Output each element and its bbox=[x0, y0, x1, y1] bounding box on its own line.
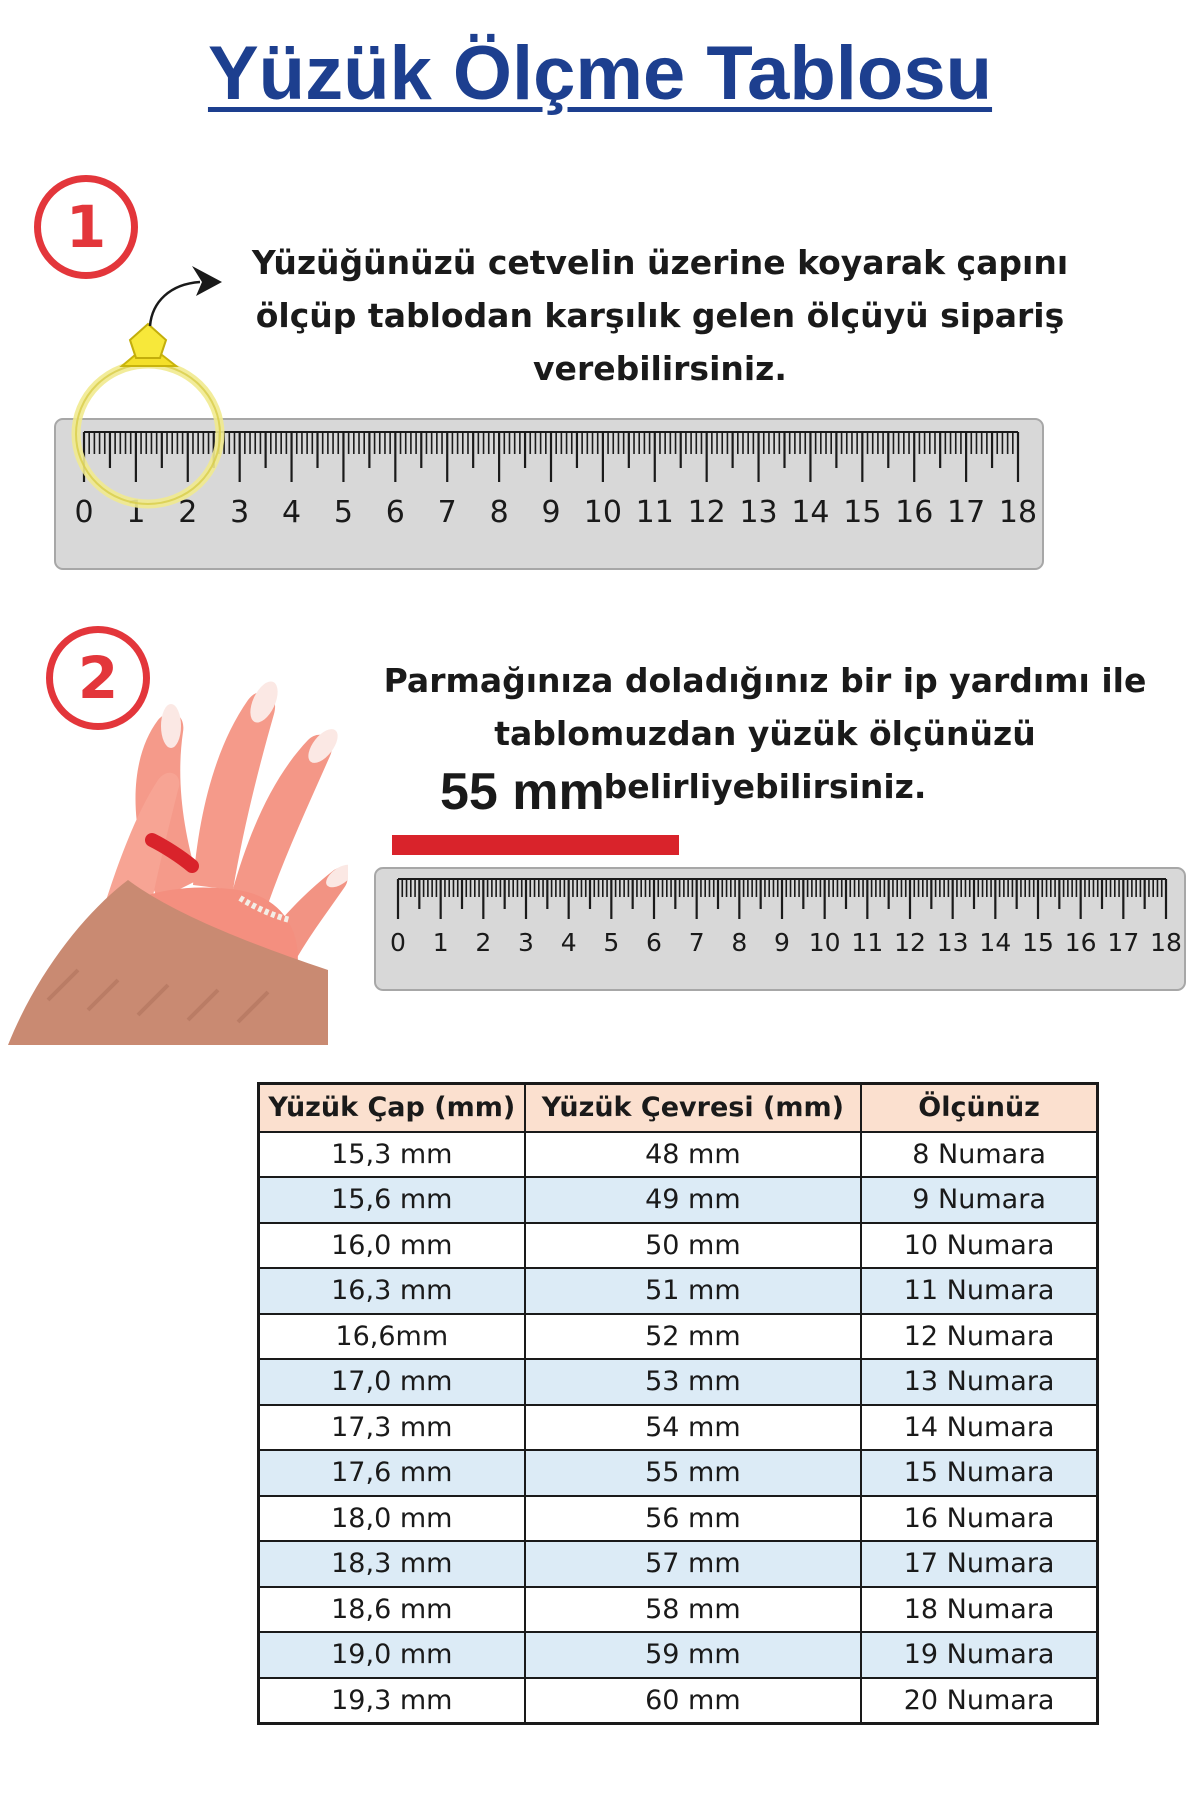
ruler-tick-label: 17 bbox=[947, 495, 986, 530]
table-row bbox=[259, 1359, 1098, 1405]
cell-size: 9 Numara bbox=[861, 1177, 1097, 1223]
table-header-row bbox=[259, 1084, 1098, 1132]
cell-size: 13 Numara bbox=[861, 1359, 1097, 1405]
ruler-tick-label: 15 bbox=[843, 495, 882, 530]
ruler-tick-label: 7 bbox=[688, 928, 705, 957]
ruler-tick-label: 11 bbox=[635, 495, 674, 530]
cell-diameter: 17,0 mm bbox=[259, 1359, 525, 1405]
cell-diameter: 19,0 mm bbox=[259, 1632, 525, 1678]
ruler-tick-label: 1 bbox=[126, 495, 146, 530]
table-row bbox=[259, 1632, 1098, 1678]
cell-diameter: 18,0 mm bbox=[259, 1496, 525, 1542]
cell-circumference: 53 mm bbox=[525, 1359, 862, 1405]
cell-size: 16 Numara bbox=[861, 1496, 1097, 1542]
step-1-badge: 1 bbox=[34, 175, 138, 279]
ruler-tick-label: 13 bbox=[739, 495, 778, 530]
string-length-label: 55 mm bbox=[440, 763, 605, 821]
table-row bbox=[259, 1450, 1098, 1496]
ruler-tick-label: 2 bbox=[475, 928, 492, 957]
cell-size: 18 Numara bbox=[861, 1587, 1097, 1633]
ruler-tick-label: 14 bbox=[979, 928, 1012, 957]
header-circumference: Yüzük Çevresi (mm) bbox=[525, 1084, 862, 1132]
ruler-tick-label: 6 bbox=[385, 495, 405, 530]
cell-circumference: 57 mm bbox=[525, 1541, 862, 1587]
table-row bbox=[259, 1541, 1098, 1587]
ruler-tick-label: 18 bbox=[1150, 928, 1182, 957]
cell-size: 17 Numara bbox=[861, 1541, 1097, 1587]
ruler-tick-label: 3 bbox=[230, 495, 250, 530]
ruler-tick-label: 13 bbox=[936, 928, 969, 957]
ruler-tick-label: 12 bbox=[894, 928, 926, 957]
ruler-2 bbox=[374, 867, 1186, 991]
ruler-tick-label: 2 bbox=[178, 495, 198, 530]
cell-circumference: 51 mm bbox=[525, 1268, 862, 1314]
cell-circumference: 59 mm bbox=[525, 1632, 862, 1678]
ruler-tick-label: 16 bbox=[1064, 928, 1097, 957]
cell-size: 10 Numara bbox=[861, 1223, 1097, 1269]
ruler-tick-label: 9 bbox=[541, 495, 561, 530]
ruler-tick-label: 1 bbox=[432, 928, 449, 957]
ring-size-table bbox=[257, 1082, 1099, 1725]
table-row bbox=[259, 1678, 1098, 1724]
ruler-tick-label: 7 bbox=[437, 495, 457, 530]
table-row bbox=[259, 1587, 1098, 1633]
cell-circumference: 54 mm bbox=[525, 1405, 862, 1451]
table-row bbox=[259, 1314, 1098, 1360]
step-1-line: ölçüp tablodan karşılık gelen ölçüyü sipariş bbox=[255, 296, 1065, 335]
cell-size: 12 Numara bbox=[861, 1314, 1097, 1360]
step-1-line: Yüzüğünüzü cetvelin üzerine koyarak çapını bbox=[251, 243, 1069, 282]
cell-circumference: 58 mm bbox=[525, 1587, 862, 1633]
cell-circumference: 52 mm bbox=[525, 1314, 862, 1360]
cell-size: 14 Numara bbox=[861, 1405, 1097, 1451]
cell-size: 19 Numara bbox=[861, 1632, 1097, 1678]
ruler-tick-label: 16 bbox=[895, 495, 934, 530]
table-row bbox=[259, 1177, 1098, 1223]
ruler-tick-label: 3 bbox=[518, 928, 534, 957]
cell-circumference: 56 mm bbox=[525, 1496, 862, 1542]
ruler-tick-label: 10 bbox=[583, 495, 622, 530]
hand-illustration-icon bbox=[8, 670, 348, 1045]
table-row bbox=[259, 1496, 1098, 1542]
cell-size: 11 Numara bbox=[861, 1268, 1097, 1314]
cell-diameter: 15,3 mm bbox=[259, 1132, 525, 1178]
ruler-2-scale bbox=[376, 869, 1186, 991]
ruler-tick-label: 8 bbox=[731, 928, 748, 957]
cell-circumference: 48 mm bbox=[525, 1132, 862, 1178]
ruler-tick-label: 6 bbox=[646, 928, 662, 957]
cell-size: 20 Numara bbox=[861, 1678, 1097, 1724]
step-1-instructions bbox=[220, 236, 1100, 395]
ruler-tick-label: 4 bbox=[282, 495, 302, 530]
table-row bbox=[259, 1268, 1098, 1314]
cell-circumference: 55 mm bbox=[525, 1450, 862, 1496]
ruler-tick-label: 14 bbox=[791, 495, 830, 530]
cell-diameter: 19,3 mm bbox=[259, 1678, 525, 1724]
table-row bbox=[259, 1132, 1098, 1178]
cell-diameter: 16,6mm bbox=[259, 1314, 525, 1360]
ruler-tick-label: 0 bbox=[390, 928, 406, 957]
ruler-tick-label: 0 bbox=[74, 495, 94, 530]
string-length-bar bbox=[392, 835, 679, 855]
step-2-line: Parmağınıza doladığınız bir ip yardımı ile bbox=[383, 661, 1147, 700]
cell-diameter: 18,6 mm bbox=[259, 1587, 525, 1633]
cell-diameter: 17,3 mm bbox=[259, 1405, 525, 1451]
ruler-tick-label: 8 bbox=[489, 495, 509, 530]
cell-diameter: 16,0 mm bbox=[259, 1223, 525, 1269]
cell-diameter: 15,6 mm bbox=[259, 1177, 525, 1223]
step-2-badge: 2 bbox=[46, 626, 150, 730]
ruler-tick-label: 11 bbox=[851, 928, 884, 957]
step-2-line: tablomuzdan yüzük ölçünüzü belirliyebilirsiniz. bbox=[494, 714, 1036, 806]
cell-circumference: 49 mm bbox=[525, 1177, 862, 1223]
table-row bbox=[259, 1223, 1098, 1269]
ruler-tick-label: 5 bbox=[333, 495, 353, 530]
cell-size: 15 Numara bbox=[861, 1450, 1097, 1496]
ruler-tick-label: 17 bbox=[1107, 928, 1140, 957]
ring-illustration-icon bbox=[60, 262, 240, 512]
cell-diameter: 18,3 mm bbox=[259, 1541, 525, 1587]
ruler-tick-label: 12 bbox=[687, 495, 726, 530]
ruler-tick-label: 5 bbox=[603, 928, 620, 957]
ruler-tick-label: 18 bbox=[998, 495, 1038, 530]
cell-circumference: 60 mm bbox=[525, 1678, 862, 1724]
page-title: Yüzük Ölçme Tablosu bbox=[207, 31, 993, 116]
step-1-line: verebilirsiniz. bbox=[533, 349, 787, 388]
cell-diameter: 17,6 mm bbox=[259, 1450, 525, 1496]
ruler-tick-label: 10 bbox=[808, 928, 841, 957]
ruler-tick-label: 4 bbox=[560, 928, 577, 957]
header-size: Ölçünüz bbox=[861, 1084, 1097, 1132]
cell-diameter: 16,3 mm bbox=[259, 1268, 525, 1314]
cell-circumference: 50 mm bbox=[525, 1223, 862, 1269]
ruler-tick-label: 15 bbox=[1022, 928, 1054, 957]
ruler-tick-label: 9 bbox=[774, 928, 790, 957]
table-row bbox=[259, 1405, 1098, 1451]
cell-size: 8 Numara bbox=[861, 1132, 1097, 1178]
header-diameter: Yüzük Çap (mm) bbox=[259, 1084, 525, 1132]
